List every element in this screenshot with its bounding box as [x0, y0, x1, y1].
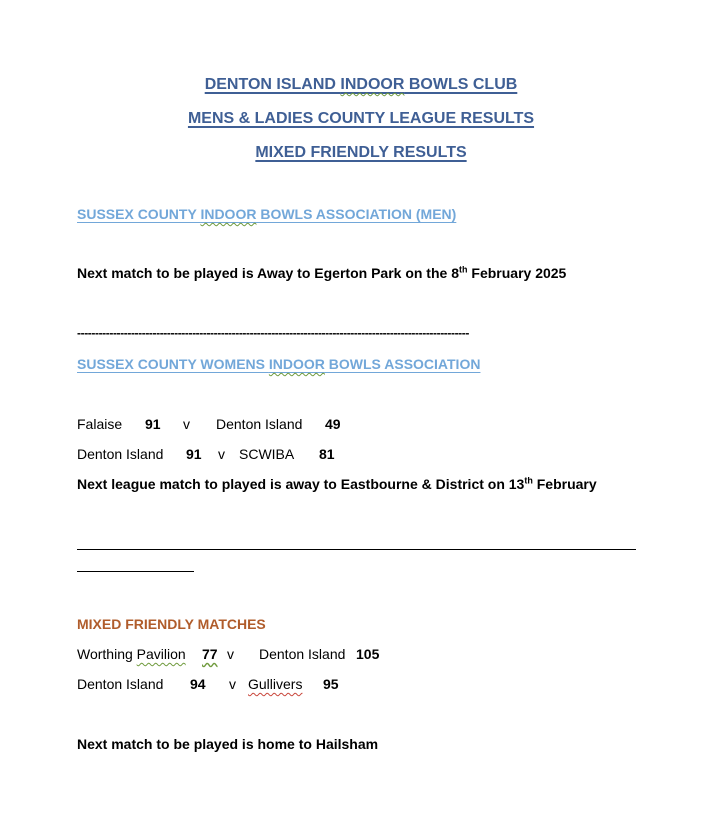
heading-part: BOWLS ASSOCIATION (MEN) [256, 206, 457, 222]
club-title [0, 76, 722, 94]
score1: 91 [186, 446, 202, 462]
next-text: February 2025 [467, 265, 567, 281]
score1: 91 [145, 416, 161, 432]
next-text: Next league match to played is away to Eastbourne & District on 13 [77, 476, 525, 492]
team1: Falaise [77, 416, 123, 432]
separator-line-short [77, 571, 194, 572]
separator-line [77, 549, 636, 550]
score2: 81 [319, 446, 335, 462]
league-results-title: MENS & LADIES COUNTY LEAGUE RESULTS [187, 110, 535, 127]
next-text: Next match to be played is Away to Egerton Park on the 8 [77, 265, 459, 281]
heading-part: BOWLS ASSOCIATION [324, 356, 481, 372]
score2: 49 [325, 416, 341, 432]
men-next-match [77, 265, 566, 281]
ordinal-suffix: th [524, 475, 533, 486]
club-title-part: DENTON ISLAND [204, 76, 341, 93]
score1: 94 [190, 676, 206, 692]
team1-part: Worthing [77, 646, 137, 662]
ordinal-suffix: th [459, 264, 468, 275]
women-next-match [77, 476, 597, 492]
team2: Denton Island [216, 416, 303, 432]
team1: Denton Island [77, 446, 164, 462]
women-association-heading [77, 356, 480, 372]
team2: Gullivers [248, 676, 303, 692]
mixed-next-match: Next match to be played is home to Hailsham [77, 736, 379, 752]
team1 [77, 646, 186, 662]
team2: SCWIBA [239, 446, 295, 462]
score1: 77 [202, 646, 218, 662]
next-text: February [532, 476, 597, 492]
heading-indoor: INDOOR [200, 206, 257, 222]
mixed-friendly-heading: MIXED FRIENDLY MATCHES [77, 616, 266, 632]
club-title-part: BOWLS CLUB [404, 76, 518, 93]
team2: Denton Island [259, 646, 346, 662]
club-title-indoor: INDOOR [340, 76, 405, 93]
friendly-results-title: MIXED FRIENDLY RESULTS [255, 144, 467, 161]
versus: v [227, 646, 234, 662]
heading-indoor: INDOOR [268, 356, 325, 372]
section-divider: ------------------------------------------------------------------------------------------------------------- [77, 326, 469, 340]
score2: 95 [323, 676, 339, 692]
team1-pavilion: Pavilion [136, 646, 186, 662]
versus: v [218, 446, 225, 462]
heading-part: SUSSEX COUNTY [77, 206, 201, 222]
score2: 105 [356, 646, 380, 662]
heading-part: SUSSEX COUNTY WOMENS [77, 356, 269, 372]
team1: Denton Island [77, 676, 164, 692]
versus: v [183, 416, 190, 432]
versus: v [229, 676, 236, 692]
men-association-heading [77, 206, 456, 222]
